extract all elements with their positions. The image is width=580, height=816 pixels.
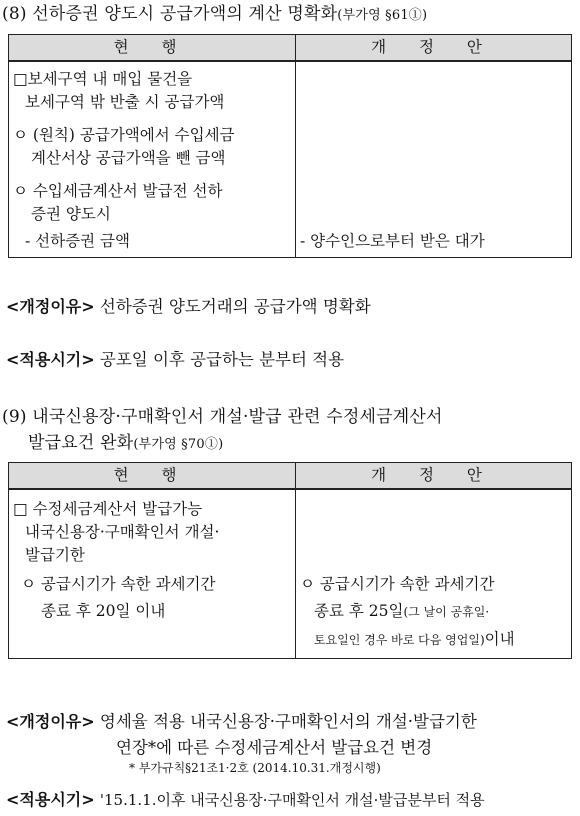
section-9-proposed-cell-empty: [296, 489, 572, 573]
section-9-proposed-o-cell: [296, 573, 572, 659]
section-8-current-cell: [9, 61, 296, 226]
section-8-title-main: (8) 선하증권 양도시 공급가액의 계산 명확화: [2, 4, 338, 24]
section-9-reason: [6, 709, 477, 761]
section-9-proposed-o-line1: ㅇ 공급시기가 속한 과세기간: [300, 575, 495, 593]
section-8-title-ref: (부가영 §61①): [337, 8, 428, 23]
section-8-reason: [6, 294, 371, 320]
section-9-col-proposed: 개 정 안: [296, 463, 572, 490]
section-9-proposed-o-line2: 종료 후 25일: [314, 602, 404, 620]
section-8-col-current: 현 행: [9, 35, 296, 62]
section-8-apply-label: <적용시기>: [6, 350, 95, 369]
section-8-reason-label: <개정이유>: [6, 297, 95, 316]
section-8-current-box-line1: □보세구역 내 매입 물건을: [13, 70, 193, 88]
section-9-apply-label: <적용시기>: [6, 790, 95, 809]
section-9-footnote: * 부가규칙§21조1·2호 (2014.10.31.개정시행): [129, 761, 381, 775]
section-8-title: [2, 1, 427, 29]
section-9-proposed-o-line3-end: 이내: [484, 630, 515, 648]
section-8-proposed-dash-cell: [296, 226, 572, 258]
section-9-title-line2: 발급요건 완화: [28, 433, 134, 453]
section-8-current-o1-line1: ㅇ (원칙) 공급가액에서 수입세금: [13, 126, 235, 144]
section-8-current-o2-line1: ㅇ 수입세금계산서 발급전 선하: [13, 182, 223, 200]
section-8-proposed-dash: - 양수인으로부터 받은 대가: [300, 232, 485, 250]
section-8-current-dash: - 선하증권 금액: [25, 232, 130, 250]
section-9-current-box-line2: 내국신용장·구매확인서 개설·: [25, 523, 220, 541]
section-9-title-ref: (부가영 §70①): [133, 437, 224, 452]
section-9-title-line1: (9) 내국신용장·구매확인서 개설·발급 관련 수정세금계산서: [2, 407, 443, 427]
section-9-reason-line2: 연장*에 따른 수정세금계산서 발급요건 변경: [116, 738, 433, 757]
section-9-proposed-o-line2-note: (그 날이 공휴일·: [403, 605, 490, 619]
section-9-reason-line1: 영세율 적용 내국신용장·구매확인서의 개설·발급기한: [99, 712, 477, 731]
section-9-comparison-table: [8, 462, 572, 659]
section-9-current-box-line1: □ 수정세금계산서 발급가능: [13, 500, 203, 518]
section-9-current-o-line2: 종료 후 20일 이내: [41, 602, 166, 620]
section-8-apply: [6, 347, 344, 373]
section-8-current-o1-line2: 계산서상 공급가액을 뺀 금액: [31, 149, 226, 167]
section-8-current-o2-line2: 증권 양도시: [31, 205, 111, 223]
section-8-current-box-line2: 보세구역 밖 반출 시 공급가액: [25, 93, 225, 111]
section-8-col-proposed: 개 정 안: [296, 35, 572, 62]
section-9-col-current: 현 행: [9, 463, 296, 490]
section-8-apply-text: 공포일 이후 공급하는 분부터 적용: [99, 350, 345, 369]
section-9-proposed-o-line3-note: 토요일인 경우 바로 다음 영업일): [314, 633, 485, 647]
section-9-reason-label: <개정이유>: [6, 712, 95, 731]
section-9-apply: [6, 787, 485, 813]
section-9-current-o-cell: [9, 573, 296, 659]
section-9-apply-text: '15.1.1.이후 내국신용장·구매확인서 개설·발급분부터 적용: [99, 791, 485, 809]
section-8-current-dash-cell: [9, 226, 296, 258]
section-8-comparison-table: [8, 34, 572, 258]
section-9-current-o-line1: ㅇ 공급시기가 속한 과세기간: [21, 575, 216, 593]
section-8-reason-text: 선하증권 양도거래의 공급가액 명확화: [99, 297, 371, 316]
section-8-proposed-cell-empty: [296, 61, 572, 226]
section-9-title: [2, 404, 443, 458]
section-9-current-box-line3: 발급기한: [25, 546, 85, 564]
section-9-current-cell: [9, 489, 296, 573]
